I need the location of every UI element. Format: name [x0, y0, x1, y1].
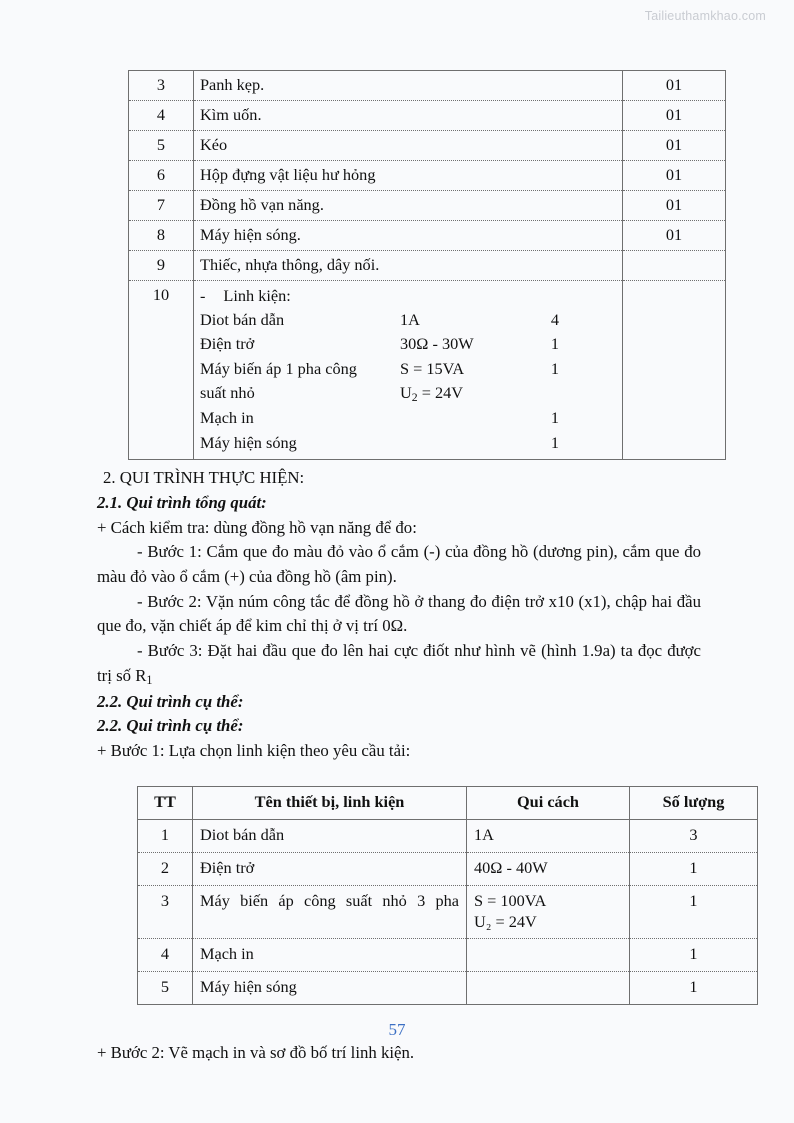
part-spec-subscript: 2: [411, 390, 418, 404]
row-qty: 3: [630, 819, 758, 852]
part-spec: [400, 431, 535, 455]
row-qty: 1: [630, 885, 758, 938]
parts-line: [200, 357, 616, 381]
part-name: Máy hiện sóng: [200, 432, 297, 452]
part-qty: 4: [550, 309, 560, 329]
row-spec: [467, 939, 630, 972]
row-number: 5: [129, 131, 194, 161]
row-qty: 01: [623, 71, 726, 101]
row-name: Máy hiện sóng: [193, 972, 467, 1005]
intro-paragraph: + Cách kiểm tra: dùng đồng hồ vạn năng để đo:: [97, 517, 417, 537]
column-header-spec: Qui cách: [467, 786, 630, 819]
row-spec: [467, 885, 630, 938]
table-row: [129, 131, 726, 161]
row-name: Máy hiện sóng.: [194, 221, 623, 251]
document-content: [97, 70, 725, 1066]
column-header-name: Tên thiết bị, linh kiện: [193, 786, 467, 819]
row-qty: [623, 281, 726, 460]
table-row: [138, 819, 758, 852]
step-1-paragraph: - Bước 1: Cắm que đo màu đỏ vào ổ cắm (-) của đồng hồ (dương pin), cắm que đo màu đỏ vào ổ cắm (+) của đồng hồ (âm pin).: [97, 542, 701, 587]
section-heading: 2. QUI TRÌNH THỰC HIỆN:: [103, 468, 305, 488]
watermark-label: Tailieuthamkhao.com: [644, 9, 766, 23]
row-name: Panh kẹp.: [194, 71, 623, 101]
table-row: [129, 251, 726, 281]
part-name: Điện trở: [200, 334, 255, 354]
row-number: 8: [129, 221, 194, 251]
table-row: [129, 161, 726, 191]
page-number: 57: [388, 1020, 406, 1039]
table-row: [138, 885, 758, 938]
row-number: 10: [129, 281, 194, 460]
row-spec: 1A: [467, 819, 630, 852]
row-qty: 01: [623, 191, 726, 221]
row-name: Diot bán dẫn: [193, 819, 467, 852]
part-qty: 1: [550, 358, 560, 378]
part-qty: 1: [550, 432, 560, 452]
row-qty: [623, 251, 726, 281]
row-number: 4: [129, 101, 194, 131]
table-row: [129, 221, 726, 251]
step-after-table-paragraph: + Bước 2: Vẽ mạch in và sơ đồ bố trí linh kiện.: [97, 1043, 415, 1063]
row-name: Kìm uốn.: [194, 101, 623, 131]
parts-cell: [194, 281, 623, 460]
table-row: [129, 101, 726, 131]
row-name: Hộp đựng vật liệu hư hỏng: [194, 161, 623, 191]
parts-line: [200, 308, 616, 332]
equipment-table-body: [129, 71, 726, 460]
row-spec-line-1: S = 100VA: [474, 890, 547, 910]
parts-list: [200, 284, 616, 455]
part-spec-value: = 24V: [417, 382, 463, 402]
row-number: 4: [138, 939, 193, 972]
column-header-qty: Số lượng: [630, 786, 758, 819]
row-name: Máy biến áp công suất nhỏ 3 pha: [193, 885, 467, 938]
table-row: [138, 852, 758, 885]
subsection-heading-general: 2.1. Qui trình tổng quát:: [97, 493, 267, 513]
row-name: Mạch in: [193, 939, 467, 972]
row-spec: [467, 972, 630, 1005]
part-spec: 30Ω - 30W: [400, 334, 474, 354]
selection-table-body: [138, 819, 758, 1004]
part-qty: [535, 381, 575, 407]
row-qty: 01: [623, 101, 726, 131]
part-name: Máy biến áp 1 pha công: [200, 358, 357, 378]
part-qty: 1: [550, 408, 560, 428]
parts-dash: -: [200, 286, 206, 305]
spacer: [97, 764, 701, 786]
row-qty: 1: [630, 939, 758, 972]
subsection-heading-specific-1: 2.2. Qui trình cụ thể:: [97, 691, 244, 711]
table-row: [129, 191, 726, 221]
row-number: 3: [138, 885, 193, 938]
row-name: Đồng hồ vạn năng.: [194, 191, 623, 221]
step-2-paragraph: - Bước 2: Vặn núm công tắc để đồng hồ ở thang đo điện trở x10 (x1), chập hai đầu que đo, vặn chiết áp để kim chỉ thị ở vị trí 0Ω.: [97, 591, 701, 636]
row-qty: 01: [623, 221, 726, 251]
parts-heading: [200, 284, 616, 308]
subsection-heading-specific-2: 2.2. Qui trình cụ thể:: [97, 716, 244, 736]
part-spec: 1A: [400, 309, 420, 329]
part-name: suất nhỏ: [200, 382, 255, 402]
part-spec-symbol: U: [400, 382, 412, 402]
part-qty: 1: [550, 334, 560, 354]
table-row: [138, 972, 758, 1005]
row-name: Kéo: [194, 131, 623, 161]
row-qty: 1: [630, 972, 758, 1005]
step-3-subscript: 1: [146, 672, 153, 687]
part-spec: [400, 406, 535, 430]
row-spec: 40Ω - 40W: [467, 852, 630, 885]
parts-line: [200, 381, 616, 407]
parts-line: [200, 406, 616, 430]
table-row-parts: [129, 281, 726, 460]
row-spec-line-2: U₂ = 24V: [474, 912, 537, 932]
row-name: Điện trở: [193, 852, 467, 885]
equipment-table: [128, 70, 726, 460]
row-name: Thiếc, nhựa thông, dây nối.: [194, 251, 623, 281]
row-number: 3: [129, 71, 194, 101]
table-header-row: [138, 786, 758, 819]
row-number: 2: [138, 852, 193, 885]
parts-line: [200, 332, 616, 356]
table-row: [129, 71, 726, 101]
row-number: 5: [138, 972, 193, 1005]
step-3-text: - Bước 3: Đặt hai đầu que đo lên hai cực điốt như hình vẽ (hình 1.9a) ta đọc được trị số R: [97, 641, 701, 685]
row-qty: 01: [623, 131, 726, 161]
parts-line: [200, 431, 616, 455]
selection-table-head: [138, 786, 758, 819]
row-qty: 1: [630, 852, 758, 885]
step-select-paragraph: + Bước 1: Lựa chọn linh kiện theo yêu cầu tải:: [97, 740, 411, 760]
row-number: 1: [138, 819, 193, 852]
table-row: [138, 939, 758, 972]
selection-table: [137, 786, 758, 1005]
part-name: Mạch in: [200, 408, 254, 428]
row-number: 9: [129, 251, 194, 281]
step-3-paragraph: [97, 639, 701, 689]
row-number: 6: [129, 161, 194, 191]
parts-heading-label: Linh kiện:: [223, 286, 291, 305]
row-number: 7: [129, 191, 194, 221]
row-qty: 01: [623, 161, 726, 191]
column-header-no: TT: [138, 786, 193, 819]
part-spec-voltage: [400, 381, 535, 407]
part-name: Diot bán dẫn: [200, 309, 285, 329]
part-spec: S = 15VA: [400, 358, 465, 378]
